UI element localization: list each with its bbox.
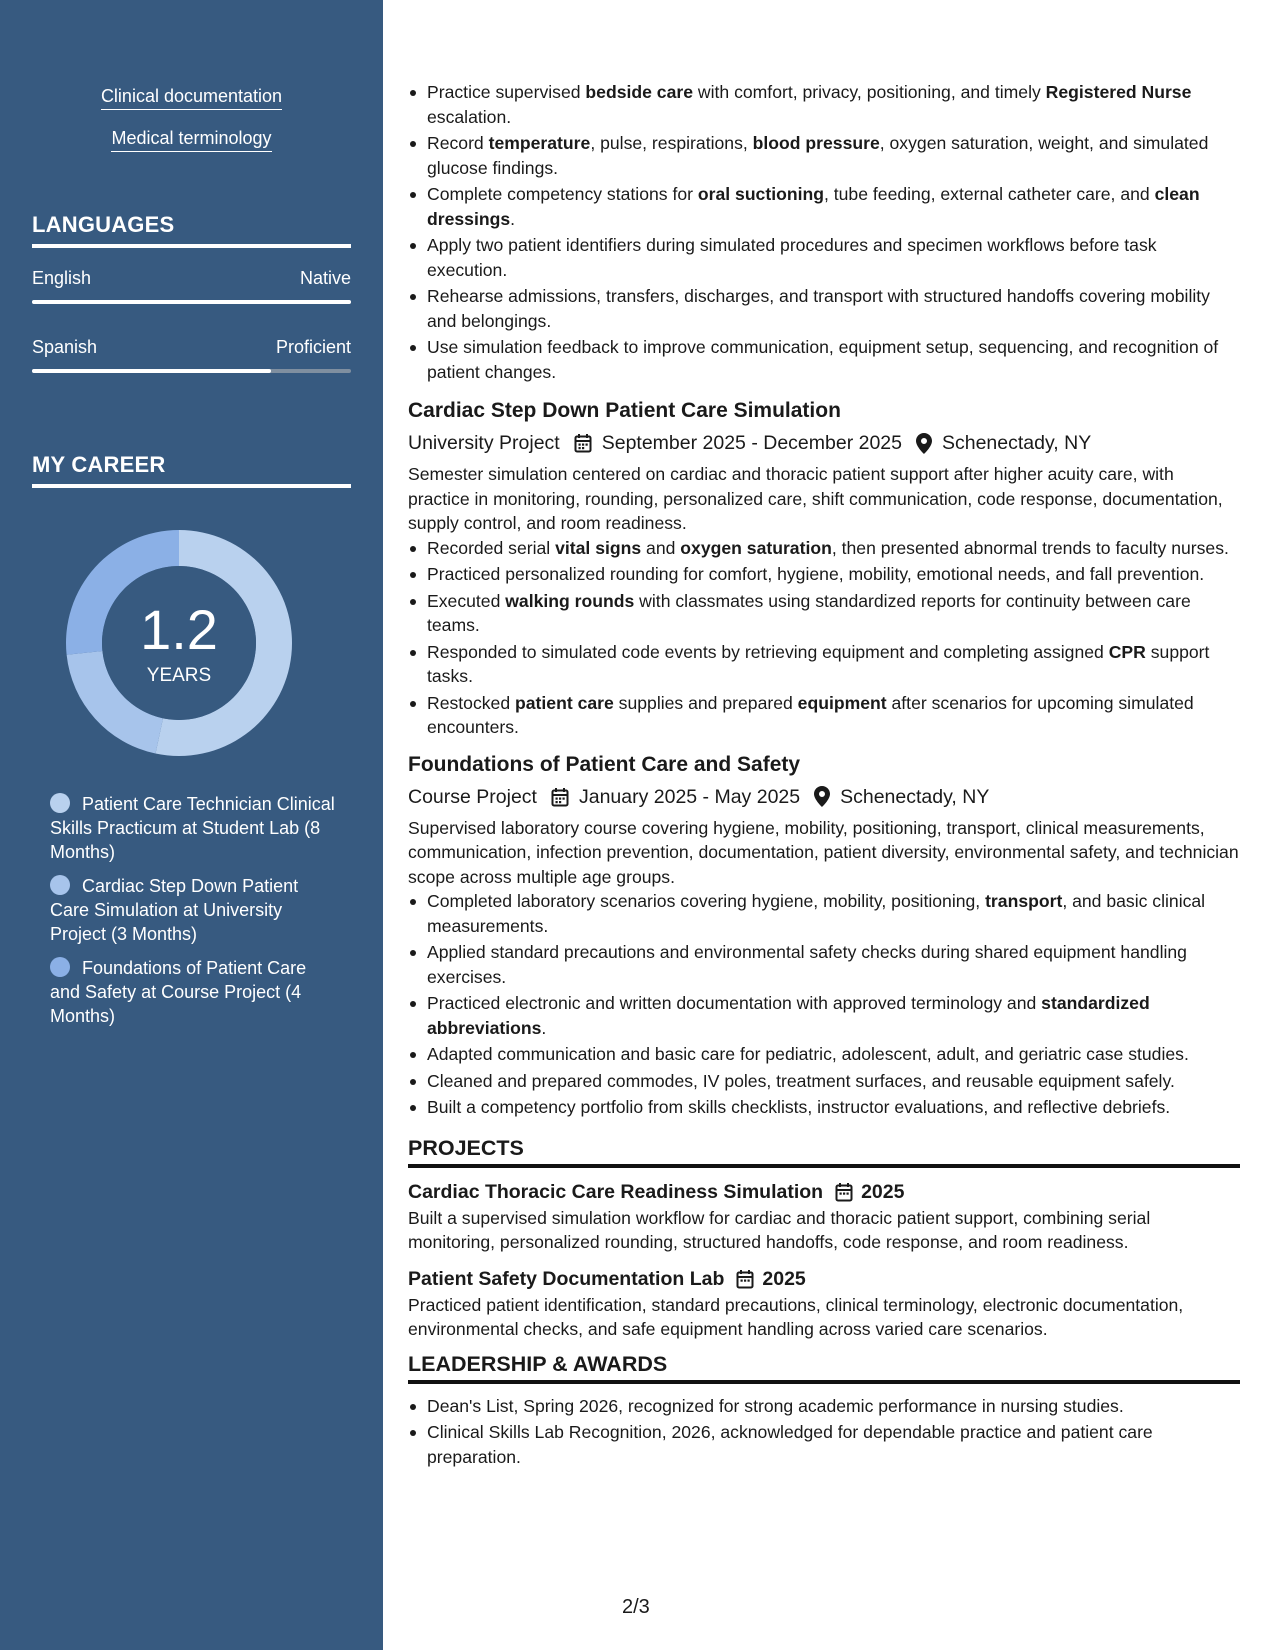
- career-item: [50, 792, 340, 864]
- project-title: [408, 1265, 1240, 1293]
- bullet-item: Apply two patient identifiers during simulated procedures and specimen workflows before task execution.: [408, 233, 1240, 282]
- entry-bullets: [408, 889, 1240, 1120]
- language-name: English: [32, 268, 92, 288]
- calendar-icon: [551, 787, 569, 807]
- sidebar: [0, 0, 383, 1650]
- skill-link[interactable]: Clinical documentation: [101, 86, 282, 110]
- bullet-item: Completed laboratory scenarios covering hygiene, mobility, positioning, transport, and basic clinical measurements.: [408, 889, 1240, 938]
- bullet-item: Executed walking rounds with classmates using standardized reports for continuity between care teams.: [408, 589, 1240, 638]
- entry-meta: [408, 782, 1240, 812]
- calendar-icon: [835, 1182, 853, 1202]
- bullet-item: Cleaned and prepared commodes, IV poles, treatment surfaces, and reusable equipment safely.: [408, 1069, 1240, 1094]
- experience-bullets: [408, 80, 1240, 384]
- calendar-icon: [574, 433, 592, 453]
- project-name: Patient Safety Documentation Lab: [408, 1267, 725, 1290]
- language-row: [32, 337, 351, 358]
- main-content: [408, 80, 1240, 1471]
- bullet-item: Practiced electronic and written documentation with approved terminology and standardized abbreviations.: [408, 991, 1240, 1040]
- career-item-text: Cardiac Step Down Patient Care Simulation at University Project (3 Months): [50, 876, 299, 944]
- project-description: Practiced patient identification, standard precautions, clinical terminology, electronic documentation, environmental checks, and safe equipment handling across varied care scenarios.: [408, 1294, 1184, 1339]
- entry-bullets: [408, 536, 1240, 740]
- entry-location: Schenectady, NY: [840, 785, 990, 808]
- legend-dot: [50, 957, 70, 977]
- legend-dot: [50, 875, 70, 895]
- skill-link[interactable]: Medical terminology: [111, 128, 271, 152]
- location-pin-icon: [814, 786, 830, 807]
- project-description: Built a supervised simulation workflow for cardiac and thoracic patient support, combining serial monitoring, personalized rounding, structured handoffs, code response, and room readiness.: [408, 1207, 1151, 1252]
- career-list: [50, 792, 340, 1038]
- skills-list: [0, 86, 383, 170]
- project-year: 2025: [861, 1180, 905, 1203]
- bullet-item: Built a competency portfolio from skills checklists, instructor evaluations, and reflective debriefs.: [408, 1095, 1240, 1120]
- project-title: [408, 1178, 1240, 1206]
- bullet-item: Record temperature, pulse, respirations, blood pressure, oxygen saturation, weight, and simulated glucose findings.: [408, 131, 1240, 180]
- bullet-item: Practiced personalized rounding for comfort, hygiene, mobility, emotional needs, and fall prevention.: [408, 562, 1240, 587]
- legend-dot: [50, 793, 70, 813]
- award-item: Dean's List, Spring 2026, recognized for strong academic performance in nursing studies.: [408, 1394, 1240, 1419]
- bullet-item: Rehearse admissions, transfers, discharges, and transport with structured handoffs covering mobility and belongings.: [408, 284, 1240, 333]
- bullet-item: Applied standard precautions and environmental safety checks during shared equipment handling exercises.: [408, 940, 1240, 989]
- career-item-text: Foundations of Patient Care and Safety at Course Project (4 Months): [50, 958, 307, 1026]
- language-row: [32, 268, 351, 289]
- entry-description: Semester simulation centered on cardiac and thoracic patient support after higher acuity care, with practice in monitoring, rounding, personalized care, shift communication, code response, documentation, supply control, and room readiness.: [408, 464, 1223, 533]
- language-name: Spanish: [32, 337, 98, 357]
- projects-heading: PROJECTS: [408, 1136, 1240, 1168]
- entry-description: Supervised laboratory course covering hygiene, mobility, positioning, transport, clinical measurements, communication, infection prevention, documentation, patient diversity, environmental safety, and technician scope across multiple age groups.: [408, 817, 1239, 887]
- language-proficiency-bar: [32, 300, 351, 304]
- page-number: 2/3: [622, 1596, 650, 1618]
- career-item: [50, 956, 340, 1028]
- language-proficiency-fill: [32, 300, 351, 304]
- career-heading: MY CAREER: [32, 452, 351, 488]
- career-total-value: 1.2: [140, 598, 218, 661]
- bullet-item: Use simulation feedback to improve communication, equipment setup, sequencing, and recognition of patient changes.: [408, 335, 1240, 384]
- bullet-item: Recorded serial vital signs and oxygen saturation, then presented abnormal trends to faculty nurses.: [408, 536, 1240, 561]
- location-pin-icon: [916, 433, 932, 454]
- entry-dates: January 2025 - May 2025: [578, 785, 801, 808]
- language-proficiency-fill: [32, 369, 271, 373]
- career-donut-chart: [66, 530, 292, 756]
- language-proficiency-bar: [32, 369, 351, 373]
- awards-list: [408, 1394, 1240, 1470]
- award-item: Clinical Skills Lab Recognition, 2026, acknowledged for dependable practice and patient care preparation.: [408, 1420, 1240, 1469]
- career-item: [50, 874, 340, 946]
- bullet-item: Complete competency stations for oral suctioning, tube feeding, external catheter care, and clean dressings.: [408, 182, 1240, 231]
- career-item-text: Patient Care Technician Clinical Skills Practicum at Student Lab (8 Months): [50, 794, 335, 862]
- entry-title: Cardiac Step Down Patient Care Simulation: [408, 399, 841, 422]
- entry-title: Foundations of Patient Care and Safety: [408, 752, 801, 776]
- entry-location: Schenectady, NY: [941, 432, 1092, 454]
- entry-org: University Project: [408, 432, 560, 454]
- awards-heading: LEADERSHIP & AWARDS: [408, 1352, 1240, 1384]
- entry-meta: [408, 428, 1240, 458]
- bullet-item: Adapted communication and basic care for pediatric, adolescent, adult, and geriatric case studies.: [408, 1042, 1240, 1067]
- career-total-unit: YEARS: [146, 665, 212, 686]
- languages-heading: LANGUAGES: [32, 212, 351, 248]
- project-year: 2025: [762, 1267, 806, 1290]
- bullet-item: Practice supervised bedside care with comfort, privacy, positioning, and timely Registered Nurse escalation.: [408, 80, 1240, 129]
- entry-dates: September 2025 - December 2025: [601, 432, 902, 454]
- entry-org: Course Project: [408, 785, 537, 808]
- calendar-icon: [736, 1269, 754, 1289]
- language-level: Native: [299, 268, 351, 288]
- language-level: Proficient: [275, 337, 351, 357]
- bullet-item: Responded to simulated code events by retrieving equipment and completing assigned CPR support tasks.: [408, 640, 1240, 689]
- project-name: Cardiac Thoracic Care Readiness Simulation: [408, 1180, 824, 1203]
- bullet-item: Restocked patient care supplies and prepared equipment after scenarios for upcoming simulated encounters.: [408, 691, 1240, 740]
